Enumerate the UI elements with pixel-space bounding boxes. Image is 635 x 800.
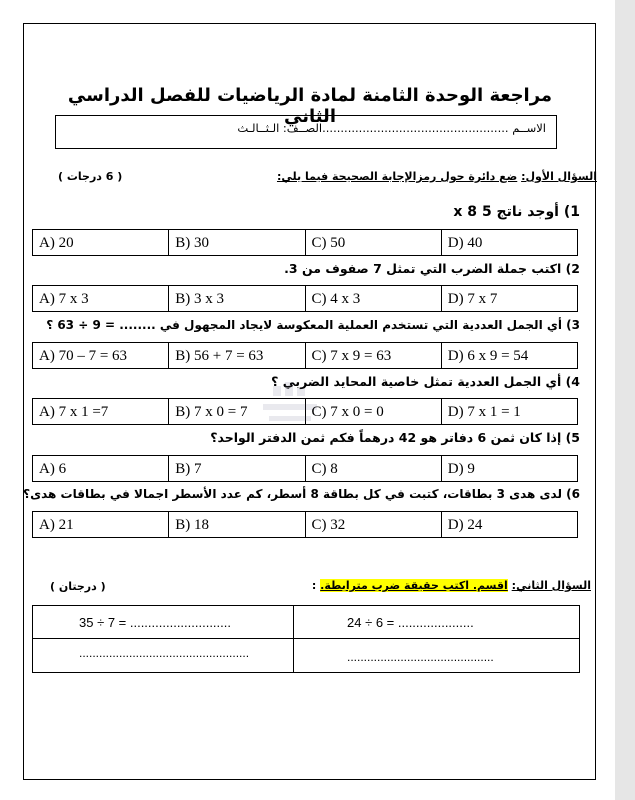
table-divider-vertical xyxy=(293,606,294,672)
option-b[interactable]: B) 30 xyxy=(169,230,305,255)
option-c[interactable]: C) 4 x 3 xyxy=(306,286,442,311)
answer-table xyxy=(32,605,580,673)
option-d[interactable]: D) 6 x 9 = 54 xyxy=(447,348,529,364)
option-a[interactable]: A) 70 – 7 = 63 xyxy=(33,343,169,368)
option-d[interactable]: D) 40 xyxy=(447,235,483,251)
section2-colon: : xyxy=(311,579,317,592)
question-3-text: 3) أي الجمل العددية التي تستخدم العملية المعكوسة لايجاد المجهول في ........ = 9 ÷ 63 ؟ xyxy=(46,318,580,332)
question-2-options xyxy=(32,285,578,312)
question-6-text: 6) لدى هدى 3 بطاقات، كتبت في كل بطاقة 8 أسطر، كم عدد الأسطر اجمالا في بطاقات هدى؟ xyxy=(23,487,580,501)
option-d[interactable]: D) 7 x 1 = 1 xyxy=(447,404,521,420)
question-4-text: 4) أي الجمل العددية تمثل خاصية المحايد الضربي ؟ xyxy=(271,374,580,389)
section2-label: السؤال الثاني: xyxy=(511,579,591,592)
division-24-by-6[interactable]: 24 ÷ 6 = ..................... xyxy=(347,615,474,630)
question-1-options xyxy=(32,229,578,256)
option-a[interactable]: A) 7 x 1 =7 xyxy=(33,399,169,424)
worksheet-title: مراجعة الوحدة الثامنة لمادة الرياضيات للفصل الدراسي الثاني xyxy=(67,85,553,127)
question-5-text: 5) إذا كان ثمن 6 دفاتر هو 42 درهماً فكم ثمن الدفتر الواحد؟ xyxy=(210,430,580,445)
section1-heading xyxy=(277,170,597,183)
option-d[interactable]: D) 24 xyxy=(447,517,483,533)
section2-heading xyxy=(312,579,591,592)
option-d[interactable]: D) 9 xyxy=(447,461,475,477)
option-c[interactable]: C) 32 xyxy=(306,512,442,537)
answer-line-left[interactable]: ................................................... xyxy=(79,646,250,660)
option-c[interactable]: C) 50 xyxy=(306,230,442,255)
question-1-text: 1) أوجد ناتج 5 x 8 xyxy=(453,204,580,220)
student-info-box xyxy=(55,115,557,149)
option-a[interactable]: A) 6 xyxy=(33,456,169,481)
option-b[interactable]: B) 18 xyxy=(169,512,305,537)
option-c[interactable]: C) 7 x 9 = 63 xyxy=(306,343,442,368)
section1-label: السؤال الأول: xyxy=(521,170,597,183)
answer-line-right[interactable]: ............................................ xyxy=(347,650,494,664)
option-c[interactable]: C) 7 x 0 = 0 xyxy=(306,399,442,424)
option-b[interactable]: B) 56 + 7 = 63 xyxy=(169,343,305,368)
option-b[interactable]: B) 7 x 0 = 7 xyxy=(169,399,305,424)
question-6-options xyxy=(32,511,578,538)
name-grade-line: الاســم ...................................................الصــف: الـثــالـث xyxy=(237,121,546,135)
option-b[interactable]: B) 3 x 3 xyxy=(169,286,305,311)
watermark-logo xyxy=(255,380,325,440)
section2-instruction: اقسم. اكتب حقيقة ضرب مترابطة. xyxy=(320,579,508,592)
section2-marks: ( درجتان ) xyxy=(50,580,106,593)
question-2-text: 2) اكتب جملة الضرب التي تمثل 7 صفوف من 3. xyxy=(284,261,580,276)
option-b[interactable]: B) 7 xyxy=(169,456,305,481)
section1-marks: ( 6 درجات ) xyxy=(58,170,123,183)
question-3-options xyxy=(32,342,578,369)
option-a[interactable]: A) 21 xyxy=(33,512,169,537)
section1-instruction: ضع دائرة حول رمزالإجابة الصحيحة فيما يلي: xyxy=(276,170,518,183)
option-a[interactable]: A) 7 x 3 xyxy=(33,286,169,311)
question-5-options xyxy=(32,455,578,482)
table-divider-horizontal xyxy=(33,638,579,639)
page-edge-shade xyxy=(615,0,635,800)
division-35-by-7[interactable]: 35 ÷ 7 = ............................ xyxy=(79,615,231,630)
option-a[interactable]: A) 20 xyxy=(33,230,169,255)
option-c[interactable]: C) 8 xyxy=(306,456,442,481)
option-d[interactable]: D) 7 x 7 xyxy=(447,291,498,307)
